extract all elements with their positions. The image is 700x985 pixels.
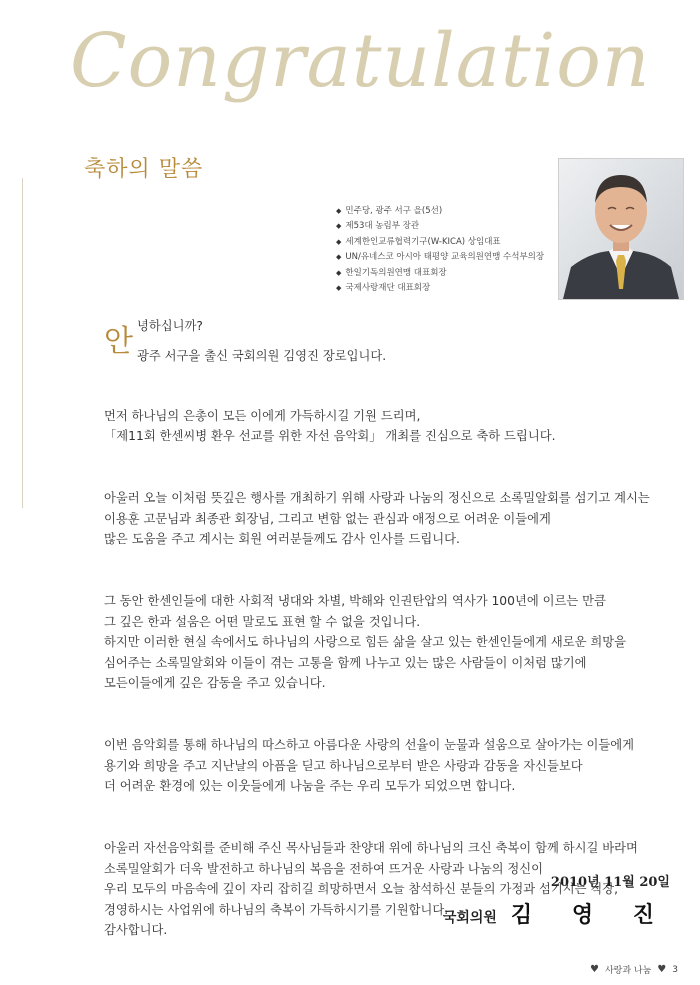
profile-item: ◆ 제53대 농림부 장관 — [336, 219, 566, 234]
heart-icon: ♥ — [657, 964, 667, 975]
profile-item: ◆ 민주당, 광주 서구 을(5선) — [336, 204, 566, 219]
paragraph: 이번 음악회를 통해 하나님의 따스하고 아름다운 사랑의 선율이 눈물과 설움으로 살아가는 이들에게 용기와 희망을 주고 지난날의 아픔을 딛고 하나님으로부터 받은 사랑과 감동을 자신들보다 더 어려운 환경에 있는 이웃들에게 나눔을 주는 우리 모두가 되었으면 합니다. — [104, 738, 635, 794]
profile-item: ◆ 국제사랑재단 대표회장 — [336, 281, 566, 296]
page-heading: 축하의 말씀 — [84, 157, 204, 182]
side-divider — [22, 178, 23, 508]
paragraph: 아울러 오늘 이처럼 뜻깊은 행사를 개최하기 위해 사랑과 나눔의 정신으로 소록밀알회를 섬기고 계시는 이용훈 고문님과 최종관 회장님, 그리고 변함 없는 관심과 애정으로 어려운 이들에게 많은 도움을 주고 계시는 회원 여러분들께도 감사 인사를 드립니다. — [104, 490, 650, 547]
profile-item: ◆ 한일기독의원연맹 대표회장 — [336, 266, 566, 281]
paragraph: 그 동안 한센인들에 대한 사회적 냉대와 차별, 박해와 인권탄압의 역사가 100년에 이르는 만큼 그 깊은 한과 설움은 어떤 말로도 표현 할 수 없을 것입니다. 하지만 이러한 현실 속에서도 하나님의 사랑으로 힘든 삶을 살고 있는 한센인들에게 새로운 희망을 심어주는 소록밀알회와 이들이 겪는 고통을 함께 나누고 있는 많은 사람들이 이처럼 많기에 모든이들에게 깊은 감동을 주고 있습니다. — [104, 593, 627, 691]
magazine-name: 사랑과 나눔 — [604, 966, 652, 976]
letter-body — [104, 385, 684, 982]
profile-item: ◆ 세계한인교류협력기구(W-KICA) 상임대표 — [336, 235, 566, 250]
page-footer — [590, 963, 678, 976]
signer-title: 국회의원 — [442, 910, 497, 926]
script-title: Congratulation — [70, 18, 651, 104]
greeting-line-2: 광주 서구을 출신 국회의원 김영진 장로입니다. — [137, 349, 387, 363]
greeting-line-1: 녕하십니까? — [137, 319, 203, 333]
portrait-photo — [558, 158, 684, 300]
paragraph: 먼저 하나님의 은총이 모든 이에게 가득하시길 기원 드리며, 「제11회 한센씨병 환우 선교를 위한 자선 음악회」 개최를 진심으로 축하 드립니다. — [104, 408, 556, 444]
profile-item: ◆ UN/유네스코 아시아 태평양 교육의원연맹 수석부의장 — [336, 250, 566, 265]
profile-list — [336, 204, 566, 296]
signature — [443, 898, 670, 929]
page-number: 3 — [672, 964, 678, 975]
heart-icon: ♥ — [589, 964, 599, 975]
paragraph: 아울러 자선음악회를 준비해 주신 목사님들과 찬양대 위에 하나님의 크신 축복이 함께 하시길 바라며 소록밀알회가 더욱 발전하고 하나님의 복음을 전하여 뜨거운 사랑과 나눔의 정신이 우리 모두의 마음속에 깊이 자리 잡히길 희망하면서 오늘 참석하신 분들의 가정과 섬기시는 직장, 경영하시는 사업위에 하나님의 축복이 가득하시기를 기원합니다. 감사합니다. — [104, 841, 638, 938]
letter-date: 2010년 11월 20일 — [550, 875, 670, 890]
dropcap-letter: 안 — [104, 324, 133, 359]
signer-name: 김 영 진 — [510, 902, 670, 928]
